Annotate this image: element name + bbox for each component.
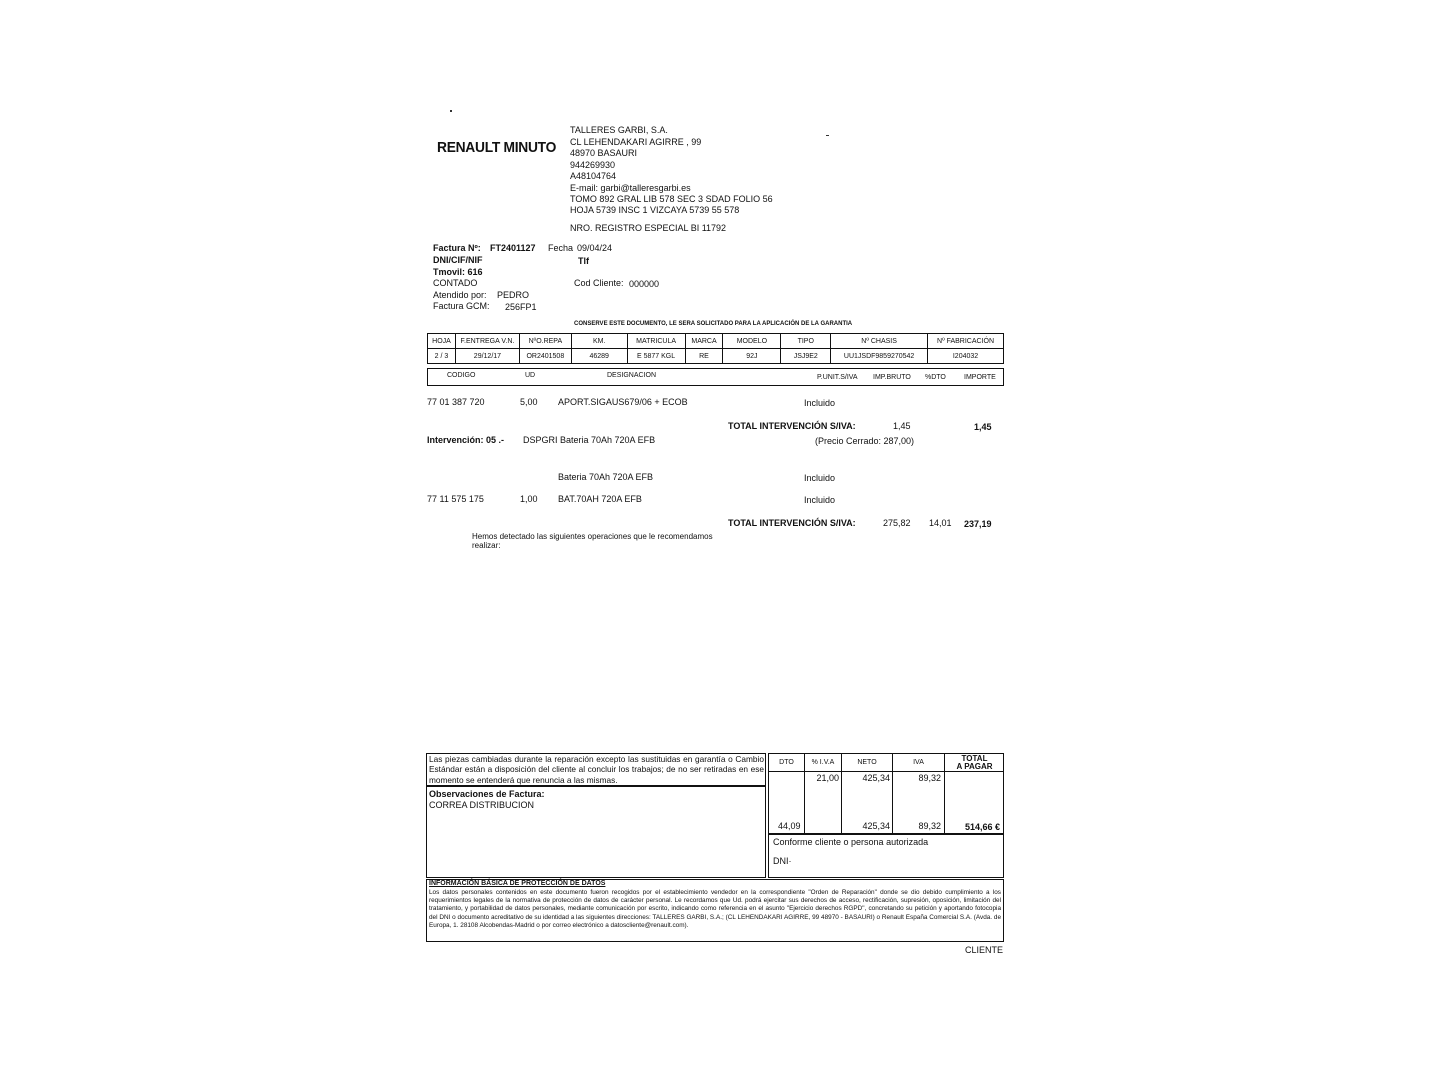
td-chasis: UU1JSDF9859270542 bbox=[831, 349, 928, 364]
total2-bruto: 275,82 bbox=[883, 518, 911, 528]
total1-label: TOTAL INTERVENCIÓN S/IVA: bbox=[728, 421, 856, 431]
col-impbruto: IMP.BRUTO bbox=[873, 374, 911, 381]
company-name: TALLERES GARBI, S.A. bbox=[570, 125, 668, 135]
gcm-value: 256FP1 bbox=[505, 302, 537, 312]
totals-h-apagar: A PAGAR bbox=[956, 762, 993, 771]
th-fabricacion: Nº FABRICACIÓN bbox=[928, 334, 1004, 349]
td-fabricacion: I204032 bbox=[928, 349, 1004, 364]
company-phone: 944269930 bbox=[570, 160, 616, 170]
th-orepa: NºO.REPA bbox=[519, 334, 571, 349]
col-punit: P.UNIT.S/IVA bbox=[817, 374, 858, 381]
tlf-label: Tlf bbox=[578, 256, 589, 266]
line3-status: Incluido bbox=[804, 495, 836, 505]
col-codigo: CODIGO bbox=[447, 372, 476, 379]
td-marca: RE bbox=[685, 349, 723, 364]
td-matricula: E 5877 KGL bbox=[627, 349, 685, 364]
precio-cerrado: (Precio Cerrado: 287,00) bbox=[815, 436, 915, 446]
col-importe: IMPORTE bbox=[964, 374, 996, 381]
fecha-label: Fecha bbox=[548, 243, 574, 253]
line1-desc: APORT.SIGAUS679/06 + ECOB bbox=[558, 397, 688, 407]
vehicle-table bbox=[427, 333, 1004, 364]
line1-code: 77 01 387 720 bbox=[427, 397, 485, 407]
piezas-text: Las piezas cambiadas durante la reparación excepto las sustituidas en garantía o Cambio Estándar están a disposición del cliente al concluir los trabajos; de no ser retiradas en ese momento se entenderá que renuncia a las mismas. bbox=[429, 754, 764, 785]
total-a-pagar: 514,66 € bbox=[964, 822, 1000, 832]
intervencion-desc: DSPGRI Bateria 70Ah 720A EFB bbox=[523, 435, 656, 445]
totals-h-dto: DTO bbox=[779, 759, 794, 766]
recommend-line1: Hemos detectado las siguientes operaciones que le recomendamos bbox=[472, 532, 713, 541]
th-km: KM. bbox=[571, 334, 627, 349]
warranty-notice: CONSERVE ESTE DOCUMENTO, LE SERA SOLICITADO PARA LA APLICACIÓN DE LA GARANTIA bbox=[574, 321, 853, 327]
col-dto: %DTO bbox=[925, 374, 946, 381]
observaciones-value: CORREA DISTRIBUCION bbox=[429, 800, 535, 810]
totals-r2-neto: 425,34 bbox=[862, 821, 890, 831]
fecha-value: 09/04/24 bbox=[577, 243, 613, 253]
proteccion-title: INFORMACIÓN BÁSICA DE PROTECCIÓN DE DATOS bbox=[429, 880, 606, 887]
th-chasis: Nº CHASIS bbox=[831, 334, 928, 349]
company-email: E-mail: garbi@talleresgarbi.es bbox=[570, 183, 691, 193]
dni-label: DNI/CIF/NIF bbox=[433, 255, 483, 265]
td-modelo: 92J bbox=[723, 349, 781, 364]
th-matricula: MATRICULA bbox=[627, 334, 685, 349]
cod-cliente-label: Cod Cliente: bbox=[574, 278, 624, 288]
totals-r1-piva: 21,00 bbox=[816, 773, 839, 783]
proteccion-text: Los datos personales contenidos en este documento fueron recogidos por el establecimiento vendedor en la correspondiente "Orden de Reparación" donde se dio debido cumplimiento a los requerimientos legales de la normativa de protección de datos de carácter personal. Le recordamos que Ud. podrá ejercitar sus derechos de acceso, rectificación, supresión, oposición, limitación del tratamiento, y portabilidad de datos personales, mediante comunicación por escrito, indicando como referencia en el asunto "Ejercicio derechos RGPD", concretando su petición y aportando fotocopia del DNI o documento acreditativo de su identidad a las siguientes direcciones: TALLERES GARBI, S.A.; (CL LEHENDAKARI AGIRRE, 99 48970 - BASAURI) o Renault España Comercial S.A. (Avda. de Europa, 1. 28108 Alcobendas-Madrid o por correo electrónico a datoscliente@renault.com). bbox=[429, 889, 1001, 929]
th-hoja: HOJA bbox=[428, 334, 456, 349]
company-street: CL LEHENDAKARI AGIRRE , 99 bbox=[570, 137, 702, 147]
totals-r2-dto: 44,09 bbox=[778, 821, 801, 831]
observaciones-title: Observaciones de Factura: bbox=[429, 789, 545, 799]
company-logo: RENAULT MINUTO bbox=[437, 139, 557, 156]
total1-bruto: 1,45 bbox=[893, 421, 911, 431]
total1-importe: 1,45 bbox=[974, 422, 992, 432]
th-marca: MARCA bbox=[685, 334, 723, 349]
td-tipo: JSJ9E2 bbox=[781, 349, 831, 364]
vehicle-table-row bbox=[428, 349, 1004, 364]
recommend-line2: realizar: bbox=[472, 541, 501, 550]
line3-code: 77 11 575 175 bbox=[427, 494, 484, 504]
gcm-label: Factura GCM: bbox=[433, 301, 490, 311]
factura-label: Factura Nº: bbox=[433, 243, 481, 253]
contado: CONTADO bbox=[433, 278, 478, 288]
company-hoja: HOJA 5739 INSC 1 VIZCAYA 5739 55 578 bbox=[570, 205, 740, 215]
dni-signature-label: DNI· bbox=[773, 856, 792, 866]
company-tomo: TOMO 892 GRAL LIB 578 SEC 3 SDAD FOLIO 56 bbox=[570, 194, 773, 204]
tmovil: Tmovil: 616 bbox=[433, 267, 483, 277]
col-designacion: DESIGNACION bbox=[607, 372, 657, 379]
th-modelo: MODELO bbox=[723, 334, 781, 349]
company-city: 48970 BASAURI bbox=[570, 148, 638, 158]
td-hoja: 2 / 3 bbox=[428, 349, 456, 364]
atendido-value: PEDRO bbox=[497, 290, 530, 300]
td-orepa: OR2401508 bbox=[519, 349, 571, 364]
totals-r1-neto: 425,34 bbox=[862, 773, 890, 783]
line1-ud: 5,00 bbox=[520, 397, 538, 407]
totals-h-iva: IVA bbox=[913, 759, 924, 766]
col-ud: UD bbox=[525, 372, 536, 379]
lines-header-bar bbox=[427, 368, 1004, 386]
total2-dto: 14,01 bbox=[929, 518, 952, 528]
totals-h-piva: % I.V.A bbox=[811, 759, 835, 766]
th-tipo: TIPO bbox=[781, 334, 831, 349]
atendido-label: Atendido por: bbox=[433, 290, 487, 300]
totals-h-total: TOTAL bbox=[961, 754, 988, 763]
td-km: 46289 bbox=[571, 349, 627, 364]
th-fentrega: F.ENTREGA V.N. bbox=[455, 334, 519, 349]
cod-cliente-value: 000000 bbox=[629, 279, 660, 289]
totals-r1-iva: 89,32 bbox=[918, 773, 941, 783]
conforme-label: Conforme cliente o persona autorizada bbox=[773, 837, 929, 847]
line1-status: Incluido bbox=[804, 398, 836, 408]
total2-importe: 237,19 bbox=[964, 519, 992, 529]
line2-desc: Bateria 70Ah 720A EFB bbox=[558, 472, 654, 482]
line3-desc: BAT.70AH 720A EFB bbox=[558, 494, 642, 504]
scan-speck bbox=[450, 110, 452, 112]
totals-h-neto: NETO bbox=[857, 759, 877, 766]
scan-speck bbox=[826, 135, 829, 136]
intervencion-label: Intervención: 05 .- bbox=[427, 435, 505, 445]
td-fentrega: 29/12/17 bbox=[455, 349, 519, 364]
copy-label-cliente: CLIENTE bbox=[965, 945, 1004, 955]
line2-status: Incluido bbox=[804, 473, 836, 483]
vehicle-table-header bbox=[428, 334, 1004, 349]
factura-number: FT2401127 bbox=[490, 243, 536, 253]
total2-label: TOTAL INTERVENCIÓN S/IVA: bbox=[728, 518, 856, 528]
totals-r2-iva: 89,32 bbox=[918, 821, 941, 831]
registro-especial: NRO. REGISTRO ESPECIAL BI 11792 bbox=[570, 223, 727, 233]
company-cif: A48104764 bbox=[570, 171, 617, 181]
line3-ud: 1,00 bbox=[520, 494, 538, 504]
